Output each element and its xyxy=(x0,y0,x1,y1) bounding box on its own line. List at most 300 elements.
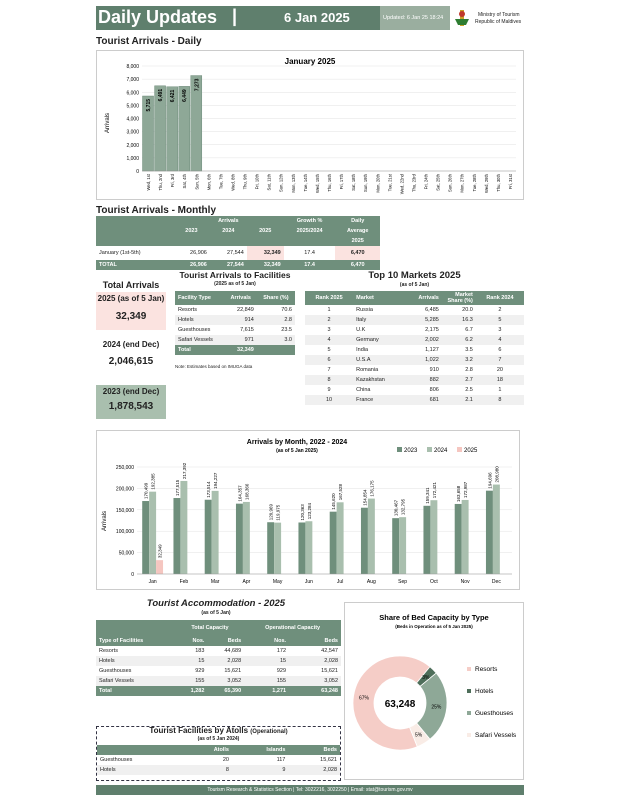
total-2025-label: 2025 (as of 5 Jan) xyxy=(97,294,165,303)
table-cell: 3,052 xyxy=(207,676,244,686)
bar xyxy=(173,498,180,574)
ministry-name: Ministry of Tourism xyxy=(478,12,520,18)
table-row xyxy=(175,325,295,335)
x-tick-label: Fri, 10th xyxy=(254,174,260,190)
bar xyxy=(305,521,312,574)
bar xyxy=(212,491,219,574)
pie-chart-panel xyxy=(344,602,524,780)
cell: 6,470 xyxy=(335,246,380,260)
cell: 63,248 xyxy=(289,686,341,696)
data-label: 177,515 xyxy=(174,479,180,497)
hdr-beds: Beds xyxy=(288,745,340,755)
x-tick-label: Mon, 20th xyxy=(375,174,381,193)
bar xyxy=(330,512,337,574)
table-row xyxy=(305,355,524,365)
emblem-icon xyxy=(454,9,470,27)
x-tick-label: Sun, 5th xyxy=(194,174,200,190)
table-row xyxy=(305,345,524,355)
table-cell: 15 xyxy=(244,656,289,666)
total-arrivals-title: Total Arrivals xyxy=(102,280,160,290)
hdr-daily: Daily xyxy=(335,216,380,226)
table-row xyxy=(305,365,524,375)
accom-subtitle: (as of 5 Jan) xyxy=(201,610,231,616)
table-cell: 914 xyxy=(225,315,257,325)
table-cell: 3.5 xyxy=(465,347,473,353)
table-cell: 2,028 xyxy=(289,656,341,666)
hdr-arrivals: Arrivals xyxy=(225,291,257,305)
chart-title: Share of Bed Capacity by Type xyxy=(379,613,489,622)
y-tick-label: 3,000 xyxy=(126,129,139,136)
table-row xyxy=(96,646,341,656)
x-tick-label: Jan xyxy=(148,579,157,585)
x-tick-label: Tue, 28th xyxy=(471,174,477,192)
markets-table xyxy=(305,291,524,405)
bar xyxy=(423,506,430,574)
data-label: 120,363 xyxy=(299,504,305,521)
atolls-title-suffix: (Operational) xyxy=(250,729,288,735)
data-label: 32,349 xyxy=(157,544,163,559)
table-cell: 2,028 xyxy=(207,656,244,666)
x-tick-label: Aug xyxy=(366,579,376,585)
table-cell: 7 xyxy=(476,355,524,365)
accom-title: Tourist Accommodation - 2025 xyxy=(146,598,286,609)
slice-label: 3% xyxy=(422,675,430,682)
table-cell: 20 xyxy=(222,757,229,763)
data-label: 173,514 xyxy=(206,481,212,498)
cell: 6,470 xyxy=(335,260,380,270)
hdr-2024: 2024 xyxy=(210,226,247,236)
bed-capacity-pie-chart xyxy=(345,603,523,779)
x-tick-label: Thu, 9th xyxy=(242,174,248,190)
monthly-arrivals-chart xyxy=(97,431,519,589)
table-row xyxy=(305,335,524,345)
y-tick-label: 4,000 xyxy=(126,116,139,123)
table-cell: 16.3 xyxy=(442,315,476,325)
data-label: 119,975 xyxy=(275,504,281,521)
table-cell: U.S.A xyxy=(353,355,403,365)
atolls-subtitle: (as of 5 Jan 2024) xyxy=(197,736,240,742)
legend-label: 2024 xyxy=(434,448,448,454)
y-tick-label: 0 xyxy=(136,169,139,175)
table-row xyxy=(96,656,341,666)
monthly-section-title: Tourist Arrivals - Monthly xyxy=(96,205,217,216)
daily-chart-panel xyxy=(96,50,524,200)
table-cell: 70.6 xyxy=(281,307,292,313)
bar xyxy=(156,560,163,574)
hdr-total-capacity: Total Capacity xyxy=(176,620,245,636)
data-label: 5,715 xyxy=(146,98,153,112)
facilities-subtitle: (2025 as of 5 Jan) xyxy=(214,281,256,287)
legend-swatch xyxy=(467,689,471,693)
table-cell: Guesthouses xyxy=(99,668,132,674)
cell: 1,271 xyxy=(244,686,289,696)
cell: 26,906 xyxy=(190,250,207,256)
x-tick-label: Tue, 7th xyxy=(218,174,224,190)
x-tick-label: Feb xyxy=(179,579,189,585)
facilities-note: Note: Estimates based on IMUGA data xyxy=(175,364,253,369)
pie-center-label: 63,248 xyxy=(384,699,416,710)
x-tick-label: Sun, 26th xyxy=(447,174,453,192)
hdr-2023: 2023 xyxy=(173,226,210,236)
table-cell: 3.0 xyxy=(257,335,295,345)
table-row xyxy=(175,315,295,325)
bar xyxy=(455,504,462,574)
data-label: 208,980 xyxy=(494,466,500,483)
ministry-logo xyxy=(450,6,524,30)
table-cell: 2,175 xyxy=(425,327,439,333)
table-cell: 2,028 xyxy=(288,765,340,775)
table-cell: 1 xyxy=(498,387,502,393)
cell: 65,390 xyxy=(207,686,244,696)
daily-section-title: Tourist Arrivals - Daily xyxy=(96,36,202,47)
cell: 27,544 xyxy=(226,250,244,256)
table-cell: 20 xyxy=(496,367,503,373)
data-label: 159,341 xyxy=(424,487,430,504)
x-tick-label: Mon, 6th xyxy=(206,174,212,191)
table-cell: 155 xyxy=(244,676,289,686)
data-label: 6,421 xyxy=(170,89,177,103)
table-cell: 15,621 xyxy=(224,668,242,674)
x-tick-label: Sun, 19th xyxy=(363,174,369,192)
y-tick-label: 0 xyxy=(131,572,134,578)
y-axis-label: Arrivals xyxy=(102,510,108,532)
hdr-daily-year: 2025 xyxy=(335,236,380,246)
bar xyxy=(243,502,250,574)
data-label: 145,620 xyxy=(331,493,337,510)
x-tick-label: Wed, 8th xyxy=(230,174,236,191)
bar xyxy=(274,523,281,574)
cell: 32,349 xyxy=(247,260,284,270)
data-label: 132,795 xyxy=(400,498,406,516)
legend-swatch xyxy=(467,711,471,715)
x-tick-label: Tue, 14th xyxy=(302,174,308,192)
cell: 32,349 xyxy=(247,246,284,260)
table-row xyxy=(305,395,524,405)
table-cell: 9 xyxy=(232,765,288,775)
data-label: 120,969 xyxy=(268,503,274,521)
cell: 1,282 xyxy=(176,686,208,696)
table-cell: 7 xyxy=(327,367,331,373)
header-date: 6 Jan 2025 xyxy=(284,10,350,25)
bar xyxy=(298,522,305,574)
table-cell: 929 xyxy=(276,668,287,674)
x-tick-label: Wed, 22nd xyxy=(399,174,405,195)
x-tick-label: Wed, 29th xyxy=(483,174,489,194)
x-tick-label: Thu, 16th xyxy=(327,174,332,192)
total-2025-card xyxy=(96,292,166,330)
table-cell: 806 xyxy=(429,387,439,393)
total-label: Total xyxy=(175,345,225,355)
chart-subtitle: (as of 5 Jan 2025) xyxy=(276,448,318,454)
table-cell: 882 xyxy=(403,375,441,385)
chart-title: Arrivals by Month, 2022 - 2024 xyxy=(246,439,348,446)
total-2023-value: 1,878,543 xyxy=(108,401,154,412)
table-cell: 2.8 xyxy=(257,315,295,325)
table-cell: China xyxy=(356,387,371,393)
x-tick-label: Thu, 30th xyxy=(495,174,501,192)
table-cell: 15 xyxy=(176,656,208,666)
total-value: 32,349 xyxy=(225,345,257,355)
hdr-arrivals: Arrivals xyxy=(403,291,441,305)
table-row xyxy=(175,305,295,315)
data-label: 168,366 xyxy=(244,483,250,500)
table-row xyxy=(97,755,340,765)
table-cell: 4 xyxy=(476,335,524,345)
x-tick-label: May xyxy=(272,579,283,585)
table-cell: 18 xyxy=(476,375,524,385)
hdr-market: Market xyxy=(353,291,403,305)
bar xyxy=(462,500,469,574)
x-tick-label: Sat, 11th xyxy=(266,174,272,191)
y-tick-label: 7,000 xyxy=(126,77,139,84)
x-tick-label: Mar xyxy=(210,579,220,585)
table-cell: India xyxy=(356,347,369,353)
table-row xyxy=(305,385,524,395)
x-tick-label: Mon, 27th xyxy=(459,174,465,193)
cell: 17.4 xyxy=(284,260,336,270)
x-tick-label: Thu, 2nd xyxy=(158,174,164,191)
bar xyxy=(430,500,437,574)
table-cell: 183 xyxy=(195,648,205,654)
legend-swatch xyxy=(457,447,462,452)
table-cell: U.K xyxy=(356,327,366,333)
table-cell: Safari Vessels xyxy=(175,335,225,345)
ministry-country: Republic of Maldives xyxy=(475,19,522,25)
table-cell: 4 xyxy=(305,335,353,345)
x-tick-label: Wed, 15th xyxy=(314,174,320,194)
hdr-growth-years: 2025/2024 xyxy=(284,226,336,236)
table-cell: 20.0 xyxy=(462,307,473,313)
table-cell: Safari Vessels xyxy=(96,676,176,686)
chart-title: January 2025 xyxy=(284,57,336,66)
table-row xyxy=(305,375,524,385)
x-tick-label: Mon, 13th xyxy=(290,174,296,193)
y-tick-label: 100,000 xyxy=(115,529,134,536)
x-tick-label: Tue, 21st xyxy=(387,174,393,192)
data-label: 194,227 xyxy=(213,472,219,489)
table-cell: Hotels xyxy=(96,656,176,666)
table-cell: Guesthouses xyxy=(100,757,133,763)
legend-label: Guesthouses xyxy=(475,710,514,717)
table-row xyxy=(305,325,524,335)
table-cell: 10 xyxy=(305,395,353,405)
table-cell: 7,615 xyxy=(240,327,254,333)
table-cell: 2.5 xyxy=(465,387,473,393)
data-label: 164,357 xyxy=(237,485,243,502)
data-label: 217,392 xyxy=(181,462,187,479)
data-label: 172,987 xyxy=(463,481,469,498)
y-tick-label: 50,000 xyxy=(118,550,134,557)
hdr-type: Type of Facilities xyxy=(96,636,176,646)
hdr-beds: Beds xyxy=(207,636,244,646)
row-label: Total xyxy=(96,686,176,696)
x-tick-label: Jul xyxy=(336,579,344,585)
table-cell: 8 xyxy=(476,395,524,405)
table-cell: France xyxy=(353,395,403,405)
total-2023-label: 2023 (end Dec) xyxy=(102,387,160,396)
x-tick-label: Sat, 4th xyxy=(182,174,188,189)
y-tick-label: 200,000 xyxy=(115,486,134,493)
table-cell: 929 xyxy=(195,668,205,674)
title-separator: | xyxy=(232,6,238,26)
y-tick-label: 2,000 xyxy=(126,142,139,149)
x-tick-label: Sat, 18th xyxy=(351,174,357,191)
x-tick-label: Thu, 23rd xyxy=(411,174,417,192)
data-label: 154,854 xyxy=(362,489,368,506)
data-label: 172,421 xyxy=(431,481,437,499)
total-row xyxy=(96,260,380,270)
hdr-average: Average xyxy=(335,226,380,236)
hdr-share: Market Share (%) xyxy=(442,291,476,305)
table-cell: 5,285 xyxy=(403,315,441,325)
hdr-rank: Rank 2025 xyxy=(305,291,353,305)
table-cell: Resorts xyxy=(178,307,197,313)
data-label: 130,467 xyxy=(393,499,399,517)
bar xyxy=(361,508,368,574)
table-cell: 44,689 xyxy=(224,648,242,654)
total-2023-card xyxy=(96,385,166,419)
legend-label: 2023 xyxy=(404,448,418,454)
data-label: 192,385 xyxy=(150,473,156,490)
table-cell: 5 xyxy=(476,315,524,325)
table-cell: 117 xyxy=(276,757,286,763)
table-cell: 15,621 xyxy=(321,668,338,674)
slice-label: 5% xyxy=(414,732,423,739)
total-2025-value: 32,349 xyxy=(115,311,147,322)
facilities-table xyxy=(175,291,295,355)
table-cell: 15,621 xyxy=(320,757,337,763)
hdr-rank-2024: Rank 2024 xyxy=(476,291,524,305)
x-tick-label: Wed, 1st xyxy=(146,174,152,191)
bar xyxy=(399,517,406,574)
table-cell: 22,849 xyxy=(237,307,254,313)
table-cell: Italy xyxy=(353,315,403,325)
table-cell: 155 xyxy=(176,676,208,686)
table-cell: 2.1 xyxy=(442,395,476,405)
hdr-facility-type: Facility Type xyxy=(175,291,225,305)
bar xyxy=(149,492,156,574)
table-cell: Kazakhstan xyxy=(353,375,403,385)
bar xyxy=(486,491,493,574)
hdr-arrivals: Arrivals xyxy=(173,216,284,226)
row-label: TOTAL xyxy=(96,260,173,270)
table-row xyxy=(96,246,380,260)
x-tick-label: Fri, 31st xyxy=(507,174,513,190)
legend-label: Hotels xyxy=(475,688,494,695)
table-cell: Romania xyxy=(356,367,379,373)
table-cell: 1,022 xyxy=(403,355,441,365)
table-row xyxy=(305,315,524,325)
table-cell: Russia xyxy=(356,307,373,313)
table-cell: 2 xyxy=(305,315,353,325)
legend-label: Safari Vessels xyxy=(475,732,517,739)
markets-subtitle: (as of 5 Jan) xyxy=(399,282,430,288)
x-tick-label: Fri, 3rd xyxy=(170,174,176,188)
legend-label: 2025 xyxy=(464,448,478,454)
data-label: 170,499 xyxy=(143,482,149,500)
data-label: 6,449 xyxy=(182,89,189,102)
table-cell: 9 xyxy=(327,387,331,393)
hdr-oper-capacity: Operational Capacity xyxy=(244,620,341,636)
atolls-title-text: Tourist Facilities by Atolls xyxy=(149,726,249,735)
footer: Tourism Research & Statistics Section | Tel: 3022216, 3022250 | Email: stat@tourism.gov.mv xyxy=(96,785,524,795)
bar xyxy=(267,522,274,574)
bar xyxy=(337,502,344,574)
x-tick-label: Apr xyxy=(242,579,251,585)
legend-swatch xyxy=(427,447,432,452)
table-row xyxy=(305,305,524,315)
data-label: 194,696 xyxy=(487,472,493,489)
table-cell: 910 xyxy=(429,367,439,373)
table-row xyxy=(97,765,340,775)
accom-table xyxy=(96,620,341,696)
table-cell: 3.2 xyxy=(442,355,476,365)
hdr-atolls: Atolls xyxy=(184,745,232,755)
data-label: 123,284 xyxy=(306,502,312,520)
table-cell: 8 xyxy=(184,765,232,775)
table-cell: Guesthouses xyxy=(178,327,211,333)
table-cell: 42,547 xyxy=(321,648,338,654)
table-cell: 3 xyxy=(498,327,502,333)
x-tick-label: Fri, 17th xyxy=(339,174,345,190)
data-label: 6,491 xyxy=(158,88,165,102)
table-cell: Germany xyxy=(353,335,403,345)
legend-swatch xyxy=(467,733,471,737)
daily-arrivals-chart xyxy=(97,51,523,199)
table-cell: 6 xyxy=(498,347,502,353)
y-tick-label: 1,000 xyxy=(126,155,139,162)
bar xyxy=(493,485,500,574)
cell: 17.4 xyxy=(304,250,315,256)
slice-label: 25% xyxy=(431,704,442,711)
atolls-table xyxy=(97,745,340,775)
table-cell: 1,127 xyxy=(425,347,439,353)
hdr-share: Share (%) xyxy=(257,291,295,305)
data-label: 167,528 xyxy=(338,484,344,501)
table-cell: 6.2 xyxy=(442,335,476,345)
table-cell: Hotels xyxy=(97,765,184,775)
hdr-nos: Nos. xyxy=(244,636,289,646)
bar xyxy=(180,481,187,574)
y-tick-label: 250,000 xyxy=(115,465,134,471)
table-cell: 23.5 xyxy=(281,327,292,333)
table-cell: 6 xyxy=(305,355,353,365)
table-cell: Hotels xyxy=(175,315,225,325)
y-tick-label: 150,000 xyxy=(115,507,134,514)
y-tick-label: 8,000 xyxy=(126,64,139,70)
data-label: 176,175 xyxy=(369,480,375,497)
slice-label: 67% xyxy=(358,695,369,702)
table-cell: 3 xyxy=(327,327,331,333)
data-label: 7,273 xyxy=(194,78,201,92)
x-tick-label: Sep xyxy=(398,579,408,585)
monthly-chart-panel xyxy=(96,430,520,590)
table-cell: 6,485 xyxy=(425,307,439,313)
chart-subtitle: (Beds in Operation as of 5 Jan 2025) xyxy=(395,624,473,629)
markets-title: Top 10 Markets 2025 xyxy=(368,270,461,281)
page-title: Daily Updates xyxy=(98,7,218,27)
y-axis-label: Arrivals xyxy=(105,112,111,134)
monthly-table xyxy=(96,216,380,270)
x-tick-label: Jun xyxy=(304,579,313,585)
table-cell: 1 xyxy=(327,307,331,313)
hdr-growth: Growth % xyxy=(284,216,336,226)
hdr-nos: Nos. xyxy=(176,636,208,646)
x-tick-label: Oct xyxy=(429,579,438,585)
cell: 26,906 xyxy=(173,260,210,270)
hdr-islands: Islands xyxy=(232,745,288,755)
table-cell: 5 xyxy=(327,347,331,353)
